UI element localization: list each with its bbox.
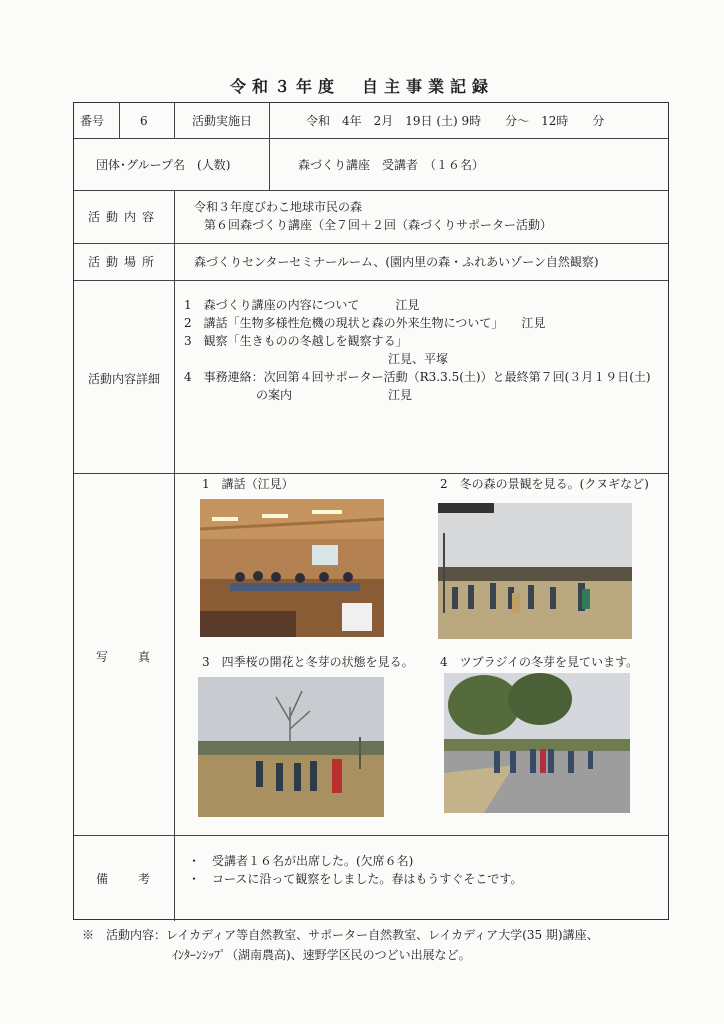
- photo-caption-1: 1 講話（江見）: [202, 477, 294, 491]
- number-label: 番号: [80, 114, 105, 128]
- footer-note-1: ※ 活動内容：レイカディア等自然教室、サポーター自然教室、レイカディア大学(35 期)講座、: [82, 928, 599, 942]
- details-line-1: 1 森づくり講座の内容について 江見: [184, 298, 420, 312]
- lecture-photo: [200, 499, 384, 637]
- number-value: 6: [140, 114, 148, 128]
- details-line-6: の案内 江見: [184, 388, 413, 402]
- details-label: 活動内容詳細: [87, 372, 160, 386]
- photo-caption-4: 4 ツブラジイの冬芽を見ています。: [440, 655, 639, 669]
- content-line-1: 令和３年度びわこ地球市民の森: [194, 200, 363, 214]
- tree-walk-photo: [444, 673, 630, 813]
- details-line-2: 2 講話「生物多様性危機の現状と森の外来生物について」 江見: [184, 316, 546, 330]
- remarks-label: 備 考: [95, 872, 152, 886]
- record-table: [73, 102, 669, 920]
- cherry-photo: [198, 677, 384, 817]
- forest-photo: [438, 503, 632, 639]
- footer-note-2: ｲﾝﾀｰﾝｼｯﾌﾟ（湖南農高)、速野学区民のつどい出展など。: [172, 948, 471, 962]
- details-line-5: 4 事務連絡：次回第４回サポーター活動（R3.3.5(土)）と最終第７回(３月１９日(土): [184, 370, 651, 384]
- document-title: 令和３年度 自主事業記録: [229, 77, 494, 96]
- date-label: 活動実施日: [192, 114, 253, 128]
- group-value: 森づくり講座 受講者 （１６名）: [298, 158, 485, 172]
- details-line-4: 江見、平塚: [184, 352, 449, 366]
- group-label: 団体･グループ名 (人数): [96, 158, 231, 172]
- remarks-line-2: ・ コースに沿って観察をしました。春はもうすぐそこです。: [188, 872, 523, 886]
- photos-label: 写 真: [95, 650, 152, 664]
- place-value: 森づくりセンターセミナールーム、(園内里の森・ふれあいゾーン自然観察): [194, 255, 599, 269]
- photo-caption-3: 3 四季桜の開花と冬芽の状態を見る。: [202, 655, 414, 669]
- content-line-2: 第６回森づくり講座（全７回＋２回（森づくりサポーター活動）: [204, 218, 553, 232]
- details-line-3: 3 観察「生きものの冬越しを観察する」: [184, 334, 408, 348]
- date-value: 令和 4年 2月 19日 (土) 9時 分〜 12時 分: [306, 114, 605, 128]
- remarks-line-1: ・ 受講者１６名が出席した。(欠席６名): [188, 854, 414, 868]
- photo-caption-2: 2 冬の森の景観を見る。(クヌギなど): [440, 477, 649, 491]
- content-label: 活動内容: [87, 210, 160, 224]
- place-label: 活動場所: [87, 255, 160, 269]
